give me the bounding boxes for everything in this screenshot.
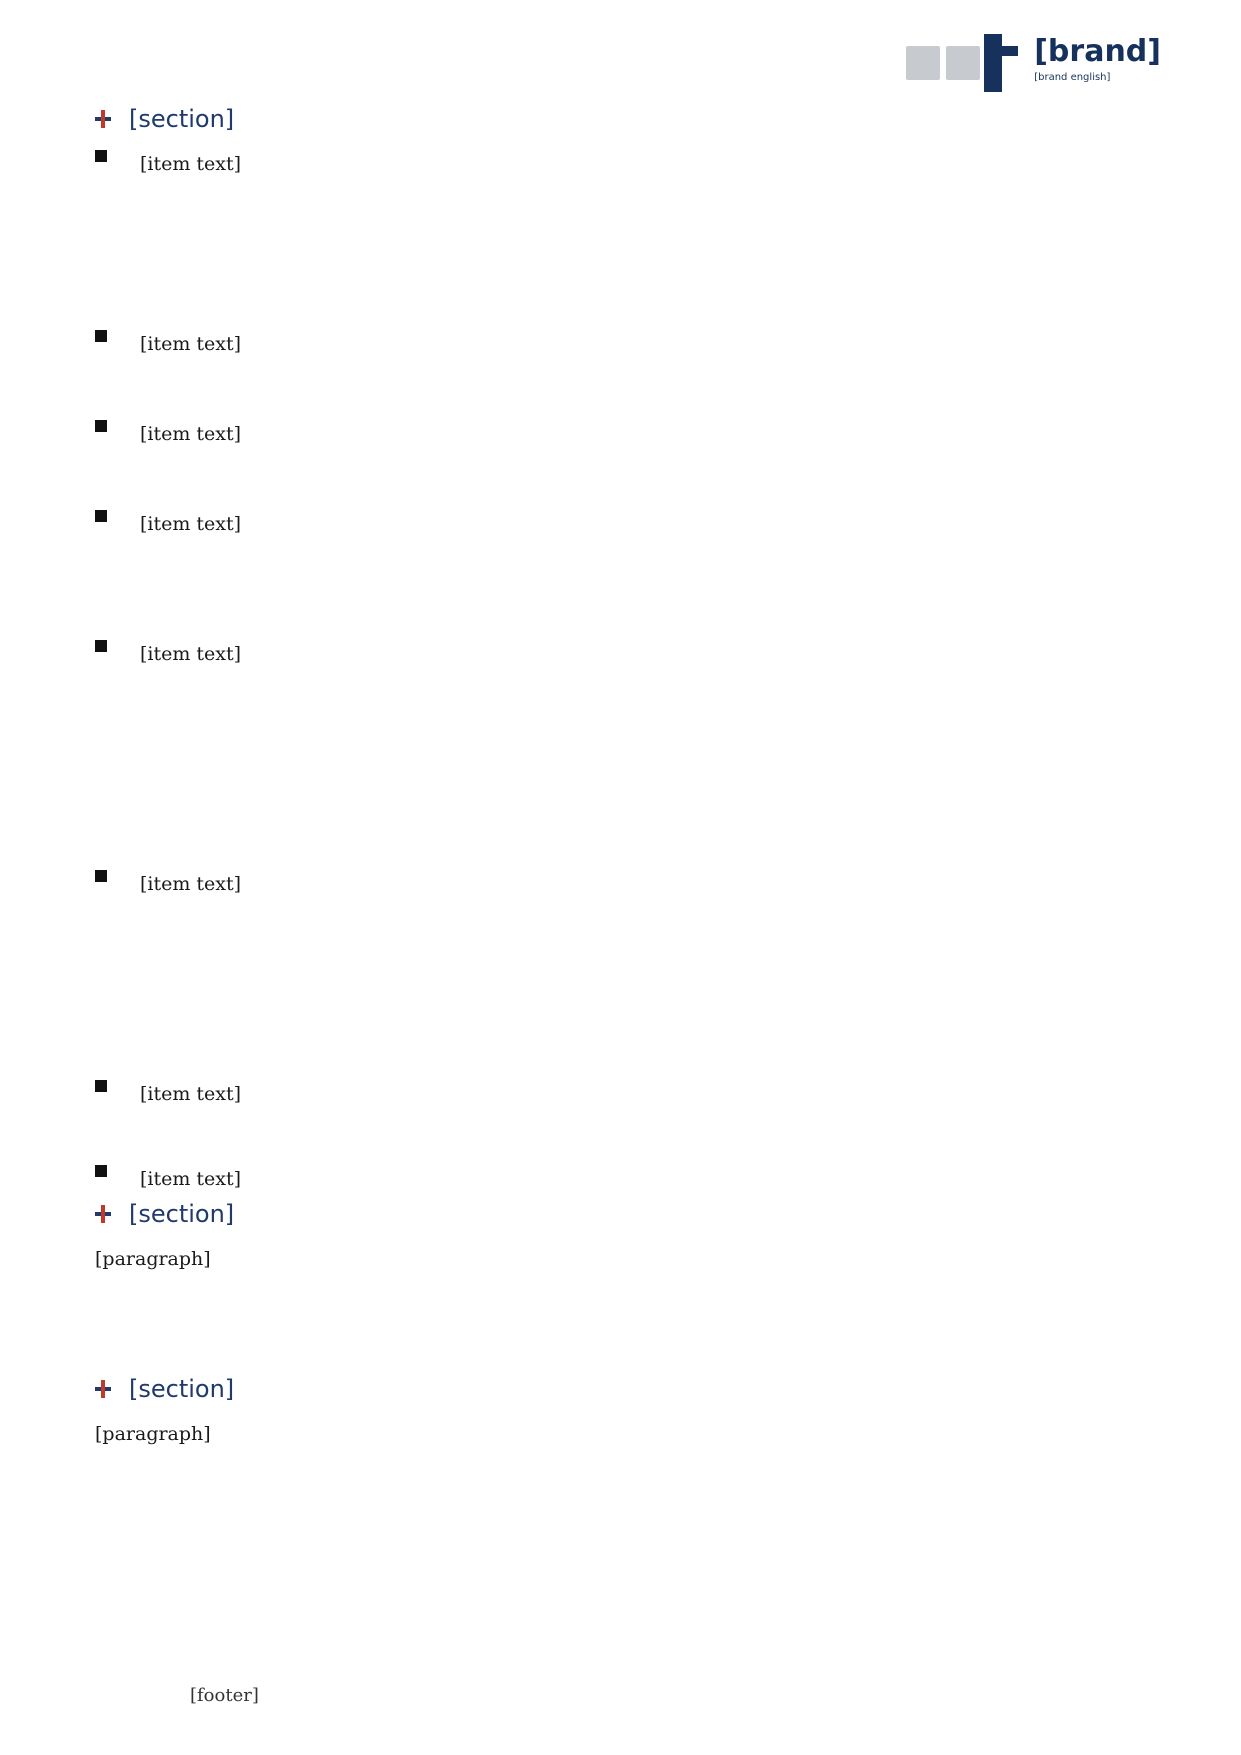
list-item-text: [item text] <box>140 423 242 445</box>
logo-mark-icon <box>904 28 1024 92</box>
list-item-text: [item text] <box>140 873 242 895</box>
list-item <box>95 500 1055 548</box>
section-marker-icon <box>95 1205 115 1223</box>
list-item-text: [item text] <box>140 1168 242 1190</box>
footer-disclaimer: [footer] <box>190 1685 259 1706</box>
list-item <box>95 140 1055 188</box>
list-item <box>95 410 1055 458</box>
square-bullet-icon <box>95 640 107 652</box>
header-logo <box>904 28 1161 92</box>
section-title-2 <box>95 1200 234 1228</box>
section-marker-icon <box>95 1380 115 1398</box>
brand-name: [brand] <box>1034 34 1161 69</box>
section-2-paragraph: [paragraph] <box>95 1248 211 1270</box>
section-3-paragraph: [paragraph] <box>95 1423 211 1445</box>
list-item-text: [item text] <box>140 513 242 535</box>
square-bullet-icon <box>95 420 107 432</box>
section-1-title: [section] <box>129 105 235 133</box>
section-title-3 <box>95 1375 234 1403</box>
list-item <box>95 860 1055 908</box>
square-bullet-icon <box>95 1080 107 1092</box>
square-bullet-icon <box>95 150 107 162</box>
list-item <box>95 630 1055 678</box>
section-3-title: [section] <box>129 1375 235 1403</box>
square-bullet-icon <box>95 870 107 882</box>
square-bullet-icon <box>95 1165 107 1177</box>
list-item <box>95 1155 1055 1203</box>
list-item-text: [item text] <box>140 153 242 175</box>
list-item-text: [item text] <box>140 643 242 665</box>
square-bullet-icon <box>95 510 107 522</box>
square-bullet-icon <box>95 330 107 342</box>
brand-english: [brand english] <box>1034 72 1111 83</box>
section-marker-icon <box>95 110 115 128</box>
list-item-text: [item text] <box>140 1083 242 1105</box>
section-2-title: [section] <box>129 1200 235 1228</box>
list-item <box>95 1070 1055 1118</box>
list-item <box>95 320 1055 368</box>
list-item-text: [item text] <box>140 333 242 355</box>
section-title-1 <box>95 105 234 133</box>
